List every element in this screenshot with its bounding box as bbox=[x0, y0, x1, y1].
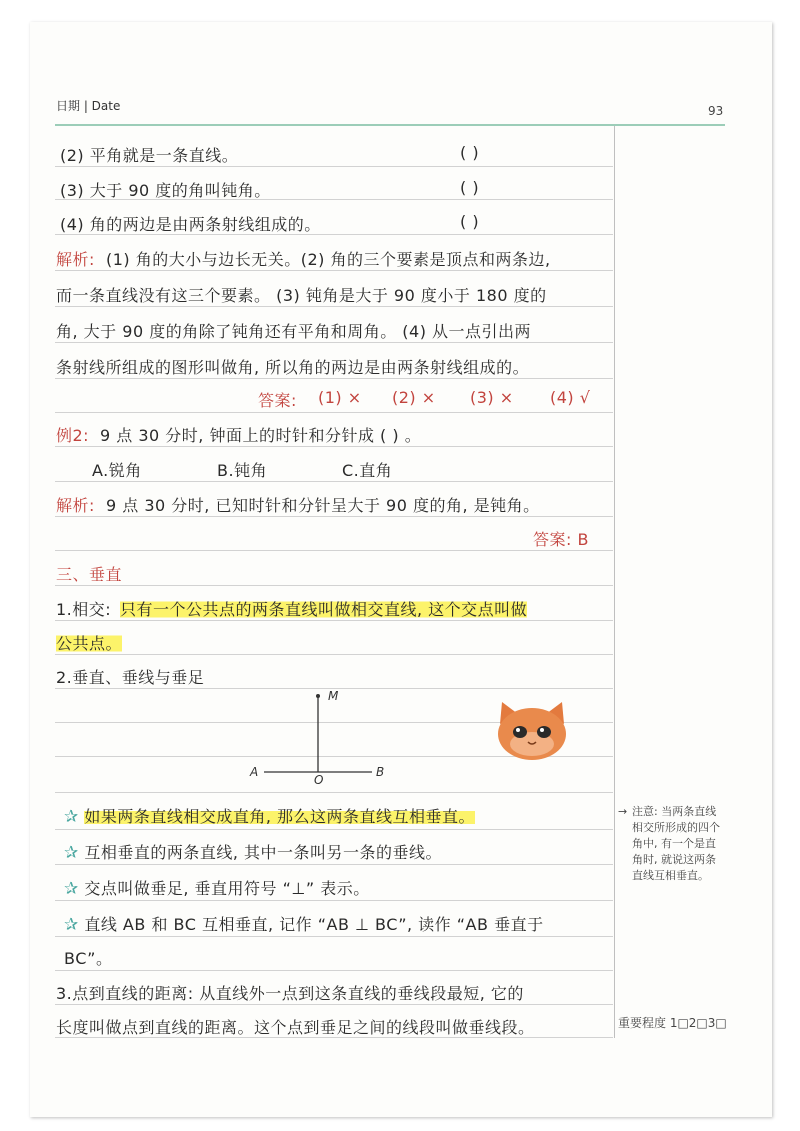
bullet-1 bbox=[64, 804, 475, 827]
ruled-line bbox=[55, 550, 613, 551]
cat-mascot-illustration bbox=[490, 698, 574, 762]
ruled-line bbox=[55, 585, 613, 586]
answer-blank-3: ( ) bbox=[460, 178, 480, 197]
ruled-line bbox=[55, 620, 613, 621]
analysis-line: (1) 角的大小与边长无关。(2) 角的三个要素是顶点和两条边, bbox=[106, 250, 551, 269]
bullet-text: 交点叫做垂足, 垂直用符号 “⊥” 表示。 bbox=[84, 879, 370, 898]
ruled-line bbox=[55, 342, 613, 343]
ruled-line bbox=[55, 654, 613, 655]
bullet-2 bbox=[64, 840, 442, 863]
option-c: C.直角 bbox=[342, 461, 393, 480]
analysis-line: 角, 大于 90 度的角除了钝角还有平角和周角。 (4) 从一点引出两 bbox=[56, 322, 532, 341]
ruled-line bbox=[55, 446, 613, 447]
bullet-text: 互相垂直的两条直线, 其中一条叫另一条的垂线。 bbox=[84, 843, 443, 862]
answer-label: 答案: bbox=[258, 391, 297, 410]
question-2: (2) 平角就是一条直线。 bbox=[60, 146, 239, 165]
arrow-icon: → bbox=[618, 805, 628, 818]
ruled-line bbox=[55, 970, 613, 971]
star-icon: ✰ bbox=[64, 915, 79, 935]
ruled-line bbox=[55, 829, 613, 830]
ruled-line bbox=[55, 792, 613, 793]
perpendicular-diagram bbox=[240, 684, 400, 784]
label-m: M bbox=[328, 689, 339, 703]
ruled-line bbox=[55, 481, 613, 482]
item3-line: 3.点到直线的距离: 从直线外一点到这条直线的垂线段最短, 它的 bbox=[56, 984, 524, 1003]
label-a: A bbox=[250, 765, 259, 779]
answer-blank-2: ( ) bbox=[460, 143, 480, 162]
item3-line: 长度叫做点到直线的距离。这个点到垂足之间的线段叫做垂线段。 bbox=[56, 1018, 535, 1037]
analysis-line: 条射线所组成的图形叫做角, 所以角的两边是由两条射线组成的。 bbox=[56, 358, 530, 377]
ruled-line bbox=[55, 166, 613, 167]
answer-3: (3) × bbox=[470, 388, 514, 407]
answer-1: (1) × bbox=[318, 388, 362, 407]
analysis-label: 解析: bbox=[56, 250, 95, 269]
question-4: (4) 角的两边是由两条射线组成的。 bbox=[60, 215, 321, 234]
analysis-text: 9 点 30 分时, 已知时针和分针呈大于 90 度的角, 是钝角。 bbox=[106, 496, 540, 515]
ruled-line bbox=[55, 1004, 613, 1005]
bullet-3 bbox=[64, 876, 370, 899]
example-label: 例2: bbox=[56, 426, 90, 445]
ruled-line bbox=[55, 412, 613, 413]
page-number: 93 bbox=[708, 104, 724, 118]
date-label: 日期 | Date bbox=[56, 99, 121, 113]
side-note bbox=[618, 804, 722, 884]
example-question: 9 点 30 分时, 钟面上的时针和分针成 ( ) 。 bbox=[100, 426, 422, 445]
analysis-line: 而一条直线没有这三个要素。 (3) 钝角是大于 90 度小于 180 度的 bbox=[56, 286, 547, 305]
header-divider bbox=[55, 124, 725, 126]
item2-heading: 2.垂直、垂线与垂足 bbox=[56, 668, 205, 687]
item1-definition-cont: 公共点。 bbox=[56, 631, 122, 654]
answer-2: (2) × bbox=[392, 388, 436, 407]
star-icon: ✰ bbox=[64, 807, 79, 827]
ruled-line bbox=[55, 516, 613, 517]
label-b: B bbox=[376, 765, 385, 779]
ruled-line bbox=[55, 378, 613, 379]
bullet-4-cont: BC”。 bbox=[64, 949, 113, 968]
importance-rating: 重要程度 1□2□3□ bbox=[618, 1016, 727, 1030]
item1-label: 1.相交: bbox=[56, 600, 112, 619]
ruled-line bbox=[55, 936, 613, 937]
answer-blank-4: ( ) bbox=[460, 212, 480, 231]
bullet-text: 如果两条直线相交成直角, 那么这两条直线互相垂直。 bbox=[84, 807, 476, 826]
option-a: A.锐角 bbox=[92, 461, 142, 480]
bullet-4 bbox=[64, 912, 544, 935]
side-note-text: 注意: 当两条直线相交所形成的四个角中, 有一个是直角时, 就说这两条直线互相垂直。 bbox=[632, 805, 720, 882]
item1-definition: 只有一个公共点的两条直线叫做相交直线, 这个交点叫做 bbox=[120, 597, 527, 620]
analysis-label: 解析: bbox=[56, 496, 95, 515]
answer-b: 答案: B bbox=[533, 530, 589, 549]
question-3: (3) 大于 90 度的角叫钝角。 bbox=[60, 181, 271, 200]
answer-4: (4) √ bbox=[550, 388, 591, 407]
option-b: B.钝角 bbox=[217, 461, 268, 480]
ruled-line bbox=[55, 900, 613, 901]
point-m bbox=[316, 694, 320, 698]
ruled-line bbox=[55, 306, 613, 307]
ruled-line bbox=[55, 864, 613, 865]
ruled-line bbox=[55, 270, 613, 271]
section-title: 三、垂直 bbox=[56, 565, 123, 584]
bullet-text: 直线 AB 和 BC 互相垂直, 记作 “AB ⊥ BC”, 读作 “AB 垂直于 bbox=[84, 915, 544, 934]
star-icon: ✰ bbox=[64, 879, 79, 899]
margin-line bbox=[614, 126, 615, 1038]
star-icon: ✰ bbox=[64, 843, 79, 863]
label-o: O bbox=[314, 773, 324, 784]
